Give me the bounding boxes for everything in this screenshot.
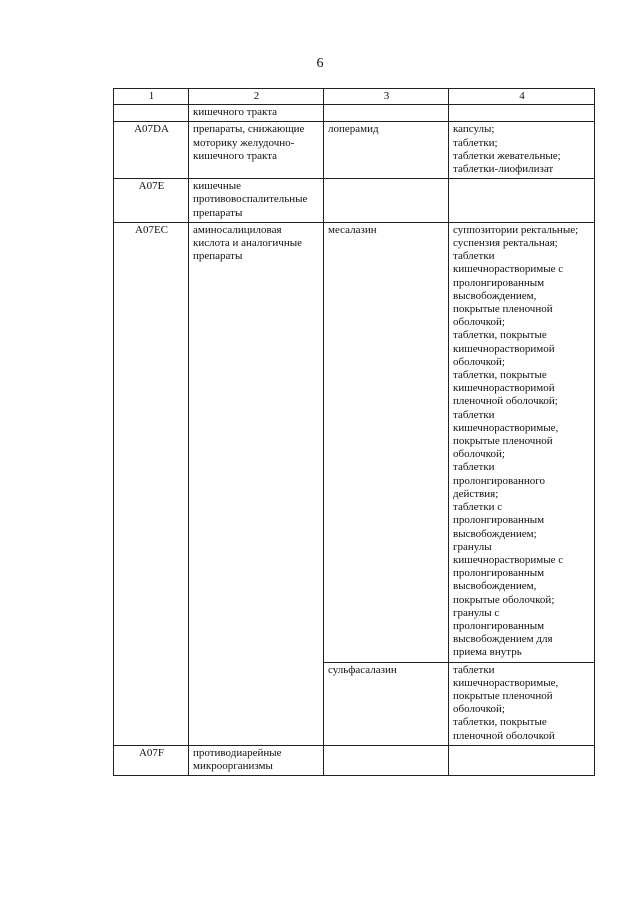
drug-name-cell: лоперамид bbox=[324, 122, 449, 179]
table-row bbox=[114, 745, 595, 775]
dosage-forms-cell: капсулы; таблетки; таблетки жевательные; таблетки-лиофилизат bbox=[449, 122, 595, 179]
atc-code-cell: A07E bbox=[114, 179, 189, 223]
group-name-cell: кишечные противовоспалительные препараты bbox=[189, 179, 324, 223]
header-cell-4: 4 bbox=[449, 89, 595, 105]
table-row bbox=[114, 105, 595, 122]
group-name-cell: аминосалициловая кислота и аналогичные препараты bbox=[189, 222, 324, 745]
group-name-cell: препараты, снижающие моторику желудочно- кишечного тракта bbox=[189, 122, 324, 179]
atc-code-cell: A07F bbox=[114, 745, 189, 775]
dosage-forms-cell: суппозитории ректальные; суспензия ректальная; таблетки кишечнорастворимые с пролонгированным высвобождением, покрытые пленочной оболочкой; таблетки, покрытые кишечнорастворимой оболочкой; таблетки, покрытые кишечнорастворимой пленочной оболочкой; таблетки кишечнорастворимые, покрытые пленочной оболочкой; таблетки пролонгированного действия; таблетки с пролонгированным высвобождением; гранулы кишечнорастворимые с пролонгированным высвобождением, покрытые оболочкой; гранулы с пролонгированным высвобождением для приема внутрь bbox=[449, 222, 595, 662]
dosage-forms-cell bbox=[449, 745, 595, 775]
dosage-forms-cell bbox=[449, 179, 595, 223]
table-row bbox=[114, 122, 595, 179]
group-name-cell: противодиарейные микроорганизмы bbox=[189, 745, 324, 775]
table-header-row bbox=[114, 89, 595, 105]
drug-name-cell bbox=[324, 745, 449, 775]
dosage-forms-cell: таблетки кишечнорастворимые, покрытые пленочной оболочкой; таблетки, покрытые пленочной оболочкой bbox=[449, 662, 595, 745]
table-row bbox=[114, 222, 595, 662]
header-cell-2: 2 bbox=[189, 89, 324, 105]
drug-name-cell bbox=[324, 105, 449, 122]
drug-name-cell: месалазин bbox=[324, 222, 449, 662]
drug-name-cell: сульфасалазин bbox=[324, 662, 449, 745]
group-name-cell: кишечного тракта bbox=[189, 105, 324, 122]
header-cell-3: 3 bbox=[324, 89, 449, 105]
dosage-forms-cell bbox=[449, 105, 595, 122]
table-row bbox=[114, 179, 595, 223]
drug-table bbox=[113, 88, 595, 776]
atc-code-cell: A07DA bbox=[114, 122, 189, 179]
atc-code-cell bbox=[114, 105, 189, 122]
atc-code-cell: A07EC bbox=[114, 222, 189, 745]
drug-name-cell bbox=[324, 179, 449, 223]
page-number: 6 bbox=[316, 56, 324, 71]
header-cell-1: 1 bbox=[114, 89, 189, 105]
